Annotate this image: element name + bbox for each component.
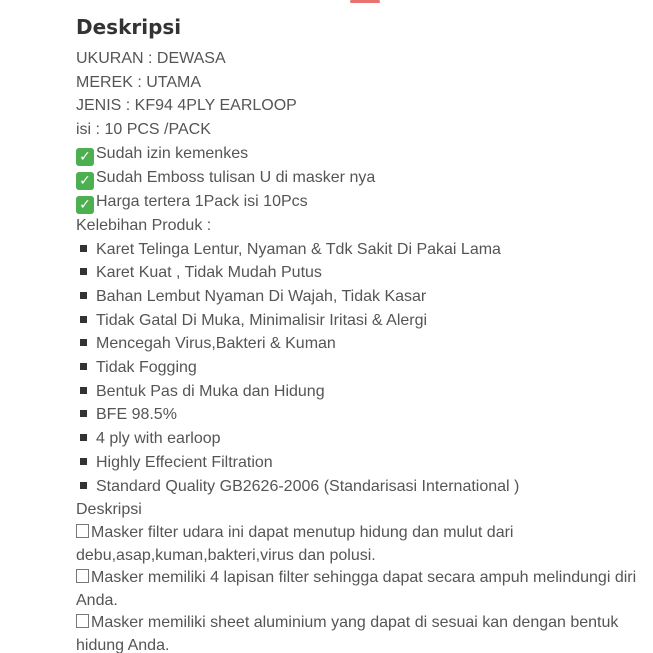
list-item [76,285,646,309]
square-bullet-icon [80,387,87,394]
check-mark-icon: ✓ [76,172,94,190]
square-bullet-icon [80,292,87,299]
list-item [76,332,646,356]
check-mark-icon: ✓ [76,148,94,166]
list-item [76,356,646,380]
list-item-text: Mencegah Virus,Bakteri & Kuman [96,335,336,353]
list-item [76,427,646,451]
square-bullet-icon [80,410,87,417]
square-bullet-icon [80,316,87,323]
check-item-text: Sudah Emboss tulisan U di masker nya [96,168,376,186]
description-text: Masker filter udara ini dapat menutup hidung dan mulut dari debu,asap,kuman,bakteri,virus dan polusi. [76,523,514,564]
list-item-text: 4 ply with earloop [96,430,221,448]
square-bullet-icon [80,363,87,370]
advantages-title: Kelebihan Produk : [76,216,212,234]
section-title: Deskripsi [76,15,182,39]
list-item-text: Karet Telinga Lentur, Nyaman & Tdk Sakit Di Pakai Lama [96,240,501,258]
description-text: Masker memiliki 4 lapisan filter sehingga dapat secara ampuh melindungi diri Anda. [76,569,637,609]
list-item-text: Karet Kuat , Tidak Mudah Putus [96,264,322,282]
square-bullet-icon [80,434,87,441]
list-item [76,261,646,285]
description-text: Masker memiliki sheet aluminium yang dapat di sesuai kan dengan bentuk hidung Anda. [76,614,619,653]
list-item [76,309,646,333]
list-item-text: BFE 98.5% [96,406,177,424]
product-description [76,13,646,653]
list-item-text: Tidak Fogging [96,359,197,377]
square-bullet-icon [80,268,87,275]
list-item-text: Bentuk Pas di Muka dan Hidung [96,382,325,400]
list-item [76,475,646,499]
square-bullet-icon [80,458,87,465]
check-item [76,142,646,166]
description-paragraph [76,612,646,653]
square-bullet-icon [80,245,87,252]
advantages-list [76,238,646,499]
check-mark-icon: ✓ [76,196,94,214]
spec-type: JENIS : KF94 4PLY EARLOOP [76,97,297,115]
spec-brand: MEREK : UTAMA [76,73,202,91]
square-bullet-icon [80,482,87,489]
description-paragraph [76,567,646,612]
list-item [76,380,646,404]
description-paragraph [76,522,646,567]
list-item-text: Standard Quality GB2626-2006 (Standarisasi International ) [96,477,520,495]
list-item-text: Tidak Gatal Di Muka, Minimalisir Iritasi & Alergi [96,311,428,329]
check-item [76,166,646,190]
list-item [76,403,646,427]
empty-box-icon [76,524,89,538]
empty-box-icon [76,614,89,628]
empty-box-icon [76,569,89,583]
list-item [76,451,646,475]
list-item [76,238,646,262]
tab-indicator [350,0,380,3]
square-bullet-icon [80,339,87,346]
check-item-text: Harga tertera 1Pack isi 10Pcs [96,192,308,210]
check-item-text: Sudah izin kemenkes [96,144,249,162]
check-item [76,190,646,214]
spec-contents: isi : 10 PCS /PACK [76,121,211,139]
spec-size: UKURAN : DEWASA [76,50,226,67]
list-item-text: Bahan Lembut Nyaman Di Wajah, Tidak Kasar [96,287,427,305]
description-title: Deskripsi [76,501,142,519]
list-item-text: Highly Effecient Filtration [96,453,273,471]
